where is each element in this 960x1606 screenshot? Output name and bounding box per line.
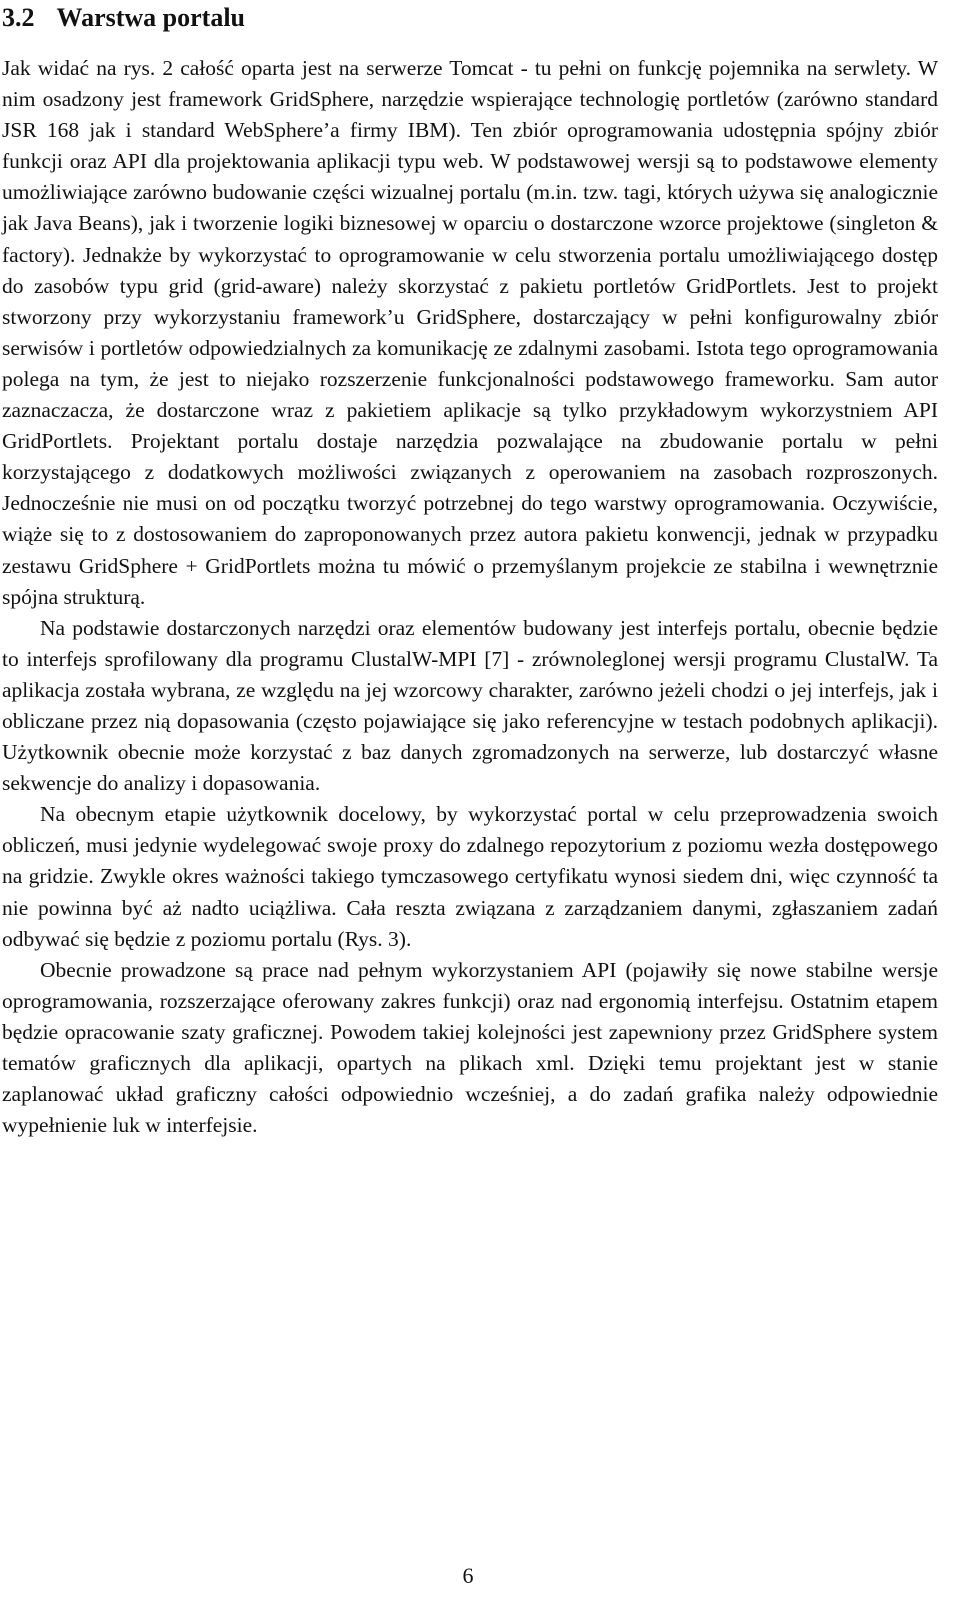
document-page [2,0,938,1141]
paragraph-4: Obecnie prowadzone są prace nad pełnym wykorzystaniem API (pojawiły się nowe stabilne wersje oprogramowania, rozszerzające oferowany zakres funkcji) oraz nad ergonomią interfejsu. Ostatnim etapem będzie opracowanie szaty graficznej. Powodem takiej kolejności jest zapewniony przez GridSphere system tematów graficznych dla aplikacji, opartych na plikach xml. Dzięki temu projektant jest w stanie zaplanować układ graficzny całości odpowiednio wcześniej, a do zadań grafika należy odpowiednie wypełnienie luk w interfejsie. [2,957,938,1138]
section-heading [2,0,938,34]
paragraph-1: Jak widać na rys. 2 całość oparta jest na serwerze Tomcat - tu pełni on funkcję pojemnika na serwlety. W nim osadzony jest framework GridSphere, narzędzie wspierające technologię portletów (zarówno standard JSR 168 jak i standard WebSphere’a firmy IBM). Ten zbiór oprogramowania udostępnia spójny zbiór funkcji oraz API dla projektowania aplikacji typu web. W podstawowej wersji są to podstawowe elementy umożliwiające zarówno budowanie części wizualnej portalu (m.in. tzw. tagi, których używa się analogicznie jak Java Beans), jak i tworzenie logiki biznesowej w oparciu o dostarczone wzorce projektowe (singleton & factory). Jednakże by wykorzystać to oprogramowanie w celu stworzenia portalu umożliwiającego dostęp do zasobów typu grid (grid-aware) należy skorzystać z pakietu portletów GridPortlets. Jest to projekt stworzony przy wykorzystaniu framework’u GridSphere, dostarczający w pełni konfigurowalny zbiór serwisów i portletów odpowiedzialnych za komunikację ze zdalnymi zasobami. Istota tego oprogramowania polega na tym, że jest to niejako rozszerzenie funkcjonalności podstawowego frameworku. Sam autor zaznaczacza, że dostarczone wraz z pakietiem aplikacje są tylko przykładowym wykorzystniem API GridPortlets. Projektant portalu dostaje narzędzia pozwalające na zbudowanie portalu w pełni korzystającego z dodatkowych możliwości związanych z operowaniem na zasobach rozproszonych. Jednocześnie nie musi on od początku tworzyć potrzebnej do tego warstwy oprogramowania. Oczywiście, wiąże się to z dostosowaniem do zaproponowanych przez autora pakietu konwencji, jednak w przypadku zestawu GridSphere + GridPortlets można tu mówić o przemyślanym projekcie ze stabilna i wewnętrznie spójna strukturą. [2,56,938,609]
paragraph-2: Na podstawie dostarczonych narzędzi oraz elementów budowany jest interfejs portalu, obecnie będzie to interfejs sprofilowany dla programu ClustalW-MPI [7] - zrównoleglonej wersji programu ClustalW. Ta aplikacja została wybrana, ze względu na jej wzorcowy charakter, zarówno jeżeli chodzi o jej interfejs, jak i obliczane przez nią dopasowania (często pojawiające się jako referencyjne w testach podobnych aplikacji). Użytkownik obecnie może korzystać z baz danych zgromadzonych na serwerze, lub dostarczyć własne sekwencje do analizy i dopasowania. [2,615,938,796]
section-number: 3.2 [2,3,35,32]
section-title: Warstwa portalu [56,3,245,32]
paragraph-3: Na obecnym etapie użytkownik docelowy, by wykorzystać portal w celu przeprowadzenia swoich obliczeń, musi jedynie wydelegować swoje proxy do zdalnego repozytorium z poziomu wezła dostępowego na gridzie. Zwykle okres ważności takiego tymczasowego certyfikatu wynosi siedem dni, więc czynność ta nie powinna być aż nadto uciążliwa. Cała reszta związana z zarządzaniem danymi, zgłaszaniem zadań odbywać się będzie z poziomu portalu (Rys. 3). [2,802,938,951]
page-number: 6 [462,1563,474,1588]
